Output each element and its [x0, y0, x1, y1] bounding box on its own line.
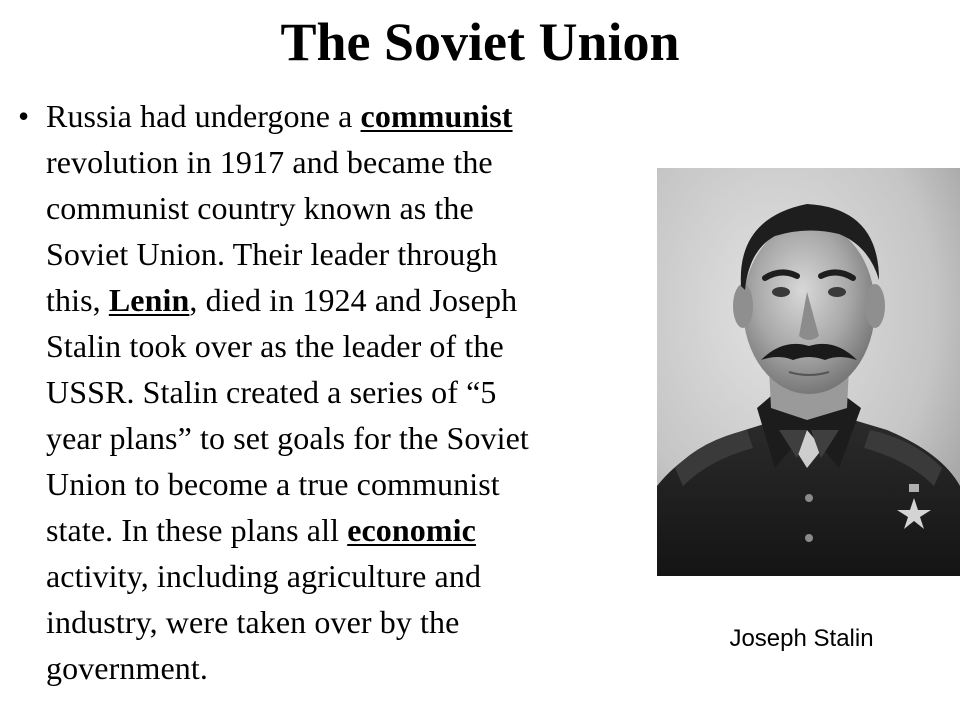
bullet-icon: • — [18, 98, 30, 134]
text-line: year plans” to set goals for the Soviet — [46, 420, 529, 456]
stalin-portrait-image — [657, 168, 960, 576]
text-line: Soviet Union. Their leader through — [46, 236, 498, 272]
portrait-photo-icon — [657, 168, 960, 576]
text-line: Russia had undergone a communist — [46, 98, 513, 134]
key-term-economic: economic — [347, 512, 476, 548]
bullet-text — [46, 93, 646, 691]
key-term-lenin: Lenin — [108, 282, 190, 318]
text-line: revolution in 1917 and became the — [46, 144, 493, 180]
text-line: communist country known as the — [46, 190, 474, 226]
key-term-communist: communist — [360, 98, 513, 134]
slide-title: The Soviet Union — [280, 12, 680, 72]
text-line: Union to become a true communist — [46, 466, 500, 502]
text-line: state. In these plans all economic — [46, 512, 476, 548]
text-line: activity, including agriculture and — [46, 558, 482, 594]
bullet-paragraph — [18, 93, 648, 691]
text-line: industry, were taken over by the — [46, 604, 460, 640]
text-line: Stalin took over as the leader of the — [46, 328, 504, 364]
text-line: this, Lenin, died in 1924 and Joseph — [46, 282, 518, 318]
text-line: USSR. Stalin created a series of “5 — [46, 374, 497, 410]
portrait-caption: Joseph Stalin — [729, 625, 874, 652]
text-line: government. — [46, 650, 208, 686]
